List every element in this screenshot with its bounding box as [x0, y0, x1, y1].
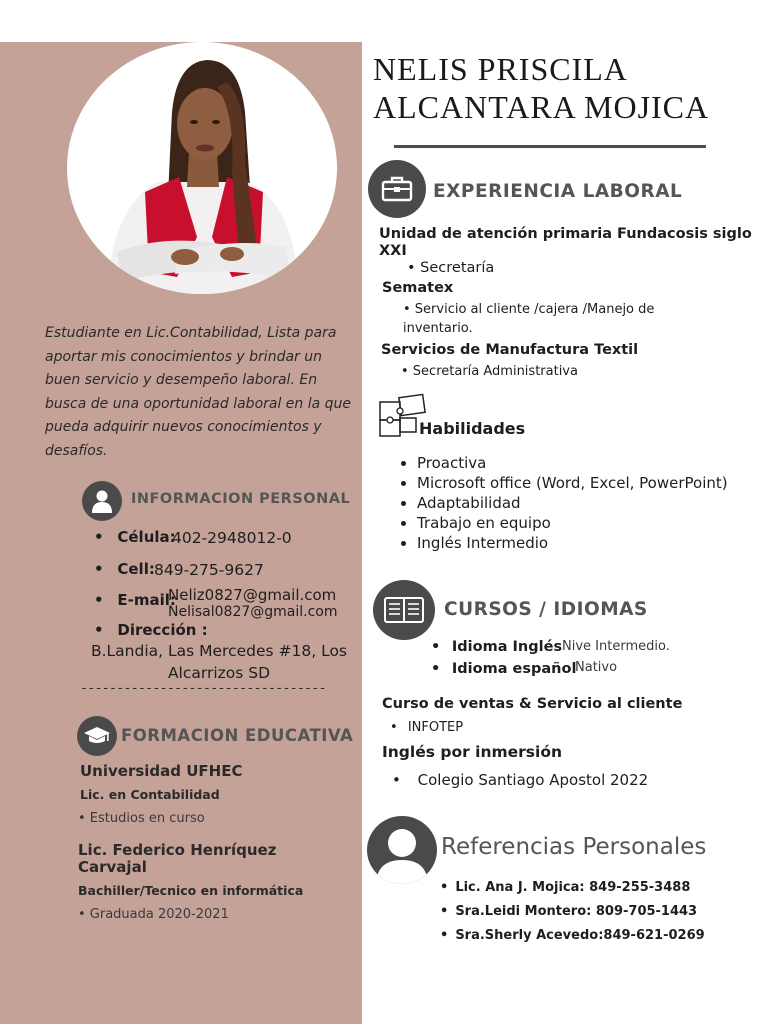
experience-title: EXPERIENCIA LABORAL: [433, 181, 683, 202]
reference-text: Sra.Leidi Montero: 809-705-1443: [455, 904, 698, 919]
skill-item: • Inglés Intermedio: [417, 533, 728, 553]
user-icon: [82, 481, 122, 521]
email-secondary[interactable]: Nelisal0827@gmail.com: [168, 604, 338, 620]
email-row: • E-mail:: [94, 591, 176, 609]
address-row: • Dirección :: [94, 621, 208, 639]
graduation-cap-icon: [77, 716, 117, 756]
cell-row: • Cell:: [94, 560, 155, 578]
reference-item: • Sra.Sherly Acevedo:849-621-0269: [440, 928, 705, 943]
skill-item: • Proactiva: [417, 453, 728, 473]
language-spanish-label: Idioma español: [451, 661, 577, 677]
status-graduada: • Graduada 2020-2021: [78, 907, 229, 922]
address-line-2: Alcarrizos SD: [167, 664, 271, 682]
name-first-line: NELIS PRISCILA: [373, 51, 628, 87]
status-en-curso: • Estudios en curso: [78, 811, 205, 826]
email-label: E-mail:: [117, 591, 176, 609]
language-spanish-level: Nativo: [575, 660, 618, 675]
course-ventas-org: • INFOTEP: [390, 720, 464, 735]
skills-title: Habilidades: [419, 419, 526, 438]
personal-info-title: INFORMACION PERSONAL: [131, 491, 351, 507]
language-english-label: Idioma Inglés: [451, 639, 563, 655]
job-unidad-line-1: Unidad de atención primaria Fundacosis siglo: [379, 226, 752, 242]
job-sematex-role-line-1: • Servicio al cliente /cajera /Manejo de: [403, 302, 655, 317]
name-underline: [394, 145, 706, 148]
skill-item: • Microsoft office (Word, Excel, PowerPoint): [417, 473, 728, 493]
skills-list: [397, 453, 728, 553]
profile-photo: [67, 42, 337, 294]
cell-label: Cell:: [117, 560, 155, 578]
language-english-level: Nive Intermedio.: [562, 639, 670, 654]
skill-item: • Trabajo en equipo: [417, 513, 728, 533]
course-ventas-org-text: INFOTEP: [407, 720, 464, 735]
degree-contabilidad: Lic. en Contabilidad: [80, 787, 220, 802]
language-spanish: • Idioma español: [431, 661, 577, 677]
reference-item: • Sra.Leidi Montero: 809-705-1443: [440, 904, 698, 919]
course-ventas: Curso de ventas & Servicio al cliente: [382, 696, 683, 712]
job-unidad-line-2: XXI: [379, 243, 407, 259]
job-sematex: Sematex: [382, 280, 454, 296]
education-title: FORMACION EDUCATIVA: [121, 726, 354, 745]
person-silhouette-icon: [367, 816, 437, 884]
reference-item: • Lic. Ana J. Mojica: 849-255-3488: [440, 880, 691, 895]
celula-label: Célula:: [117, 528, 176, 546]
school-federico-line-1: Lic. Federico Henríquez: [78, 841, 277, 859]
section-divider: ----------------------------------: [80, 680, 326, 696]
email-primary[interactable]: Neliz0827@gmail.com: [168, 586, 337, 604]
degree-bachiller: Bachiller/Tecnico en informática: [78, 883, 304, 898]
reference-text: Sra.Sherly Acevedo:849-621-0269: [455, 928, 705, 943]
language-english: • Idioma Inglés: [431, 639, 563, 655]
school-ufhec: Universidad UFHEC: [80, 762, 243, 780]
course-ingles-org-text: Colegio Santiago Apostol 2022: [417, 771, 649, 789]
job-manufactura: Servicios de Manufactura Textil: [381, 342, 639, 358]
briefcase-icon: [368, 160, 426, 218]
name-second-line: ALCANTARA MOJICA: [373, 89, 710, 125]
celula-value: 402-2948012-0: [172, 529, 292, 547]
reference-text: Lic. Ana J. Mojica: 849-255-3488: [455, 880, 691, 895]
open-book-icon: [373, 580, 435, 640]
job-sematex-role-line-2: inventario.: [403, 321, 473, 336]
course-ingles-org: • Colegio Santiago Apostol 2022: [392, 771, 649, 789]
job-unidad-role: • Secretaría: [407, 260, 495, 276]
references-title: Referencias Personales: [441, 834, 707, 860]
address-label: Dirección :: [117, 621, 208, 639]
skill-item: • Adaptabilidad: [417, 493, 728, 513]
school-federico-line-2: Carvajal: [78, 858, 147, 876]
course-ingles: Inglés por inmersión: [382, 743, 563, 761]
job-manufactura-role: • Secretaría Administrativa: [401, 364, 578, 379]
celula-row: • Célula:: [94, 528, 176, 546]
address-line-1: B.Landia, Las Mercedes #18, Los: [90, 642, 347, 660]
courses-title: CURSOS / IDIOMAS: [444, 599, 648, 620]
profile-summary: Estudiante en Lic.Contabilidad, Lista para aportar mis conocimientos y brindar un buen servicio y desempeño laboral. En busca de una oportunidad laboral en la que pueda adquirir nuevos conocimientos y desafíos.: [45, 325, 352, 459]
cell-value: 849-275-9627: [154, 561, 264, 579]
